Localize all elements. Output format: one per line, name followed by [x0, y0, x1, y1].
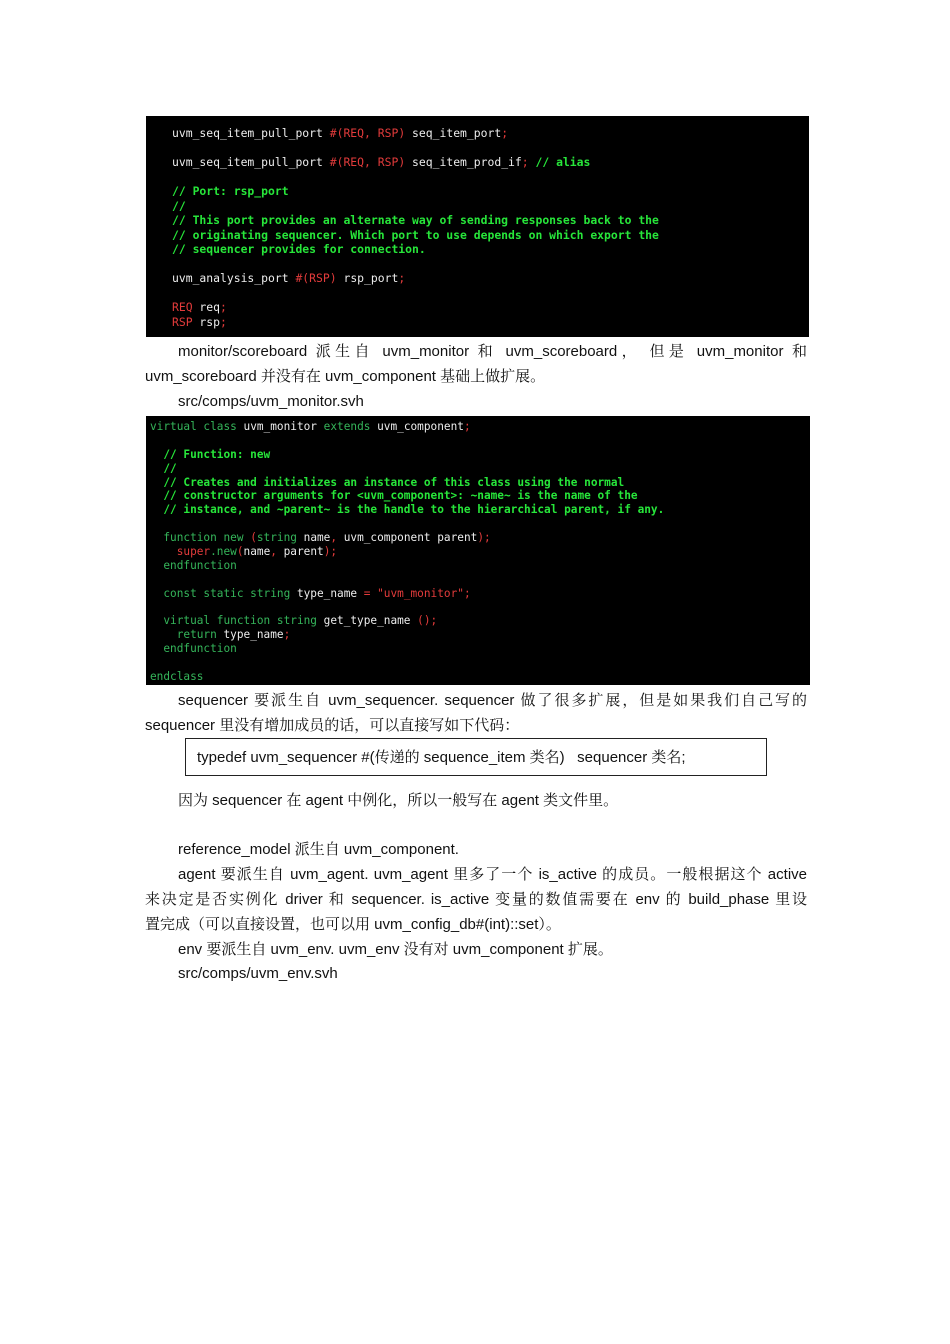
code-blank-line [172, 257, 809, 272]
code-token: // [172, 198, 186, 213]
code-token: endfunction [150, 558, 237, 572]
code-token: , [270, 545, 284, 559]
code-line [172, 300, 809, 315]
code-line [150, 614, 810, 628]
code-token: ; [398, 271, 406, 285]
code-token: uvm_seq_item_pull_port [172, 126, 330, 140]
code-token: seq_item_port [405, 126, 502, 140]
code-token: ) [398, 126, 406, 140]
code-token: rsp [192, 314, 221, 329]
code-blank-line [172, 286, 809, 301]
paragraph-env: env 要派生自 uvm_env. uvm_env 没有对 uvm_component 扩展。 [178, 941, 613, 958]
code-line [150, 587, 810, 601]
code-token: name [243, 545, 271, 559]
code-token: #( [329, 126, 344, 140]
code-token: ; [521, 155, 536, 169]
code-token: ; [501, 126, 509, 140]
code-token: // [150, 461, 177, 475]
code-token: ; [283, 628, 291, 642]
code-token: virtual function string [150, 614, 324, 628]
code-token: ; [463, 420, 471, 433]
code-token: ; [220, 314, 227, 329]
code-token: const static string [150, 586, 297, 600]
code-token: RSP [377, 155, 399, 169]
code-token: endclass [150, 670, 204, 684]
code-line [172, 315, 809, 330]
code-token: return [150, 628, 224, 642]
code-token: // instance, and ~parent~ is the handle to the hierarchical parent, if any. [150, 503, 665, 517]
code-token: type_name [223, 628, 284, 642]
code-line [172, 184, 809, 199]
code-token: uvm_monitor [243, 420, 324, 433]
code-token: // constructor arguments for <uvm_component>: ~name~ is the name of the [150, 489, 638, 503]
code-token: #( [295, 271, 310, 285]
code-token: ( [250, 531, 257, 545]
code-line [150, 670, 810, 684]
paragraph-text: agent 要派生自 uvm_agent. uvm_agent 里多了一个 is_active 的成员。一般根据这个 active [178, 866, 807, 883]
code-token: uvm_analysis_port [172, 271, 296, 285]
code-token: ( [236, 545, 244, 559]
code-line [172, 126, 809, 141]
code-token: // Creates and initializes an instance of this class using the normal [150, 475, 625, 489]
code-token: , [364, 126, 378, 140]
code-token: ; [463, 586, 471, 600]
code-line [172, 213, 809, 228]
paragraph-monitor-scoreboard-line-1 [145, 340, 807, 365]
code-token: rsp_port [336, 271, 399, 285]
paragraph-sequencer-line-2: sequencer 里没有增加成员的话，可以直接写如下代码： [145, 717, 520, 734]
code-token: RSP [172, 314, 193, 329]
code-token: "uvm_monitor" [377, 586, 464, 600]
code-line [172, 155, 809, 170]
code-token: ) [329, 271, 337, 285]
code-token: = [363, 586, 378, 600]
code-block-uvm-monitor [146, 416, 810, 685]
code-token: ; [220, 300, 227, 314]
code-token: name [303, 531, 331, 545]
code-token: uvm_component [377, 420, 464, 433]
code-blank-line [150, 434, 810, 448]
code-box-typedef: typedef uvm_sequencer #(传递的 sequence_item 类名) sequencer 类名; [185, 738, 767, 776]
code-line [150, 462, 810, 476]
code-token: function new [150, 531, 251, 545]
code-line [150, 628, 810, 642]
code-token: REQ [172, 300, 193, 314]
code-token: RSP [309, 271, 330, 285]
paragraph-sequencer-agent: 因为 sequencer 在 agent 中例化，所以一般写在 agent 类文件里。 [178, 792, 619, 809]
code-token: string [256, 531, 304, 545]
code-blank-line [150, 517, 810, 531]
code-token: endfunction [150, 642, 237, 656]
paragraph-sequencer-line-1 [145, 689, 807, 714]
code-token: get_type_name [323, 614, 418, 628]
code-blank-line [150, 573, 810, 587]
paragraph-monitor-scoreboard-line-2: uvm_scoreboard 并没有在 uvm_component 基础上做扩展。 [145, 368, 546, 385]
code-token: virtual class [150, 420, 244, 433]
code-token: extends [323, 420, 378, 433]
code-token: req [192, 300, 221, 314]
paragraph-reference-model: reference_model 派生自 uvm_component. [178, 841, 459, 858]
code-token: // originating sequencer. Which port to use depends on which export the [172, 227, 659, 242]
code-token: ); [323, 545, 338, 559]
code-line [172, 242, 809, 257]
code-token: uvm_component parent [343, 531, 478, 545]
code-line [150, 420, 810, 434]
paragraph-text: monitor/scoreboard 派生自 uvm_monitor 和 uvm_scoreboard， 但是 uvm_monitor 和 [178, 343, 807, 360]
paragraph-agent-line-3: 置完成（可以直接设置，也可以用 uvm_config_db#(int)::set）。 [145, 916, 561, 933]
code-line [150, 489, 810, 503]
code-line [150, 476, 810, 490]
code-token: parent [283, 545, 324, 559]
code-blank-line [150, 656, 810, 670]
paragraph-text: sequencer 要派生自 uvm_sequencer. sequencer 做了很多扩展，但是如果我们自己写的 [178, 692, 807, 709]
code-token: uvm_seq_item_pull_port [172, 155, 330, 169]
code-token: REQ [343, 126, 365, 140]
code-token: seq_item_prod_if [405, 155, 522, 169]
code-blank-line [150, 601, 810, 615]
code-line [150, 545, 810, 559]
code-blank-line [172, 141, 809, 156]
code-token: .new [210, 545, 237, 559]
code-token: , [330, 531, 344, 545]
code-line [150, 448, 810, 462]
code-token: RSP [377, 126, 399, 140]
code-token: // Port: rsp_port [172, 184, 289, 198]
code-token: // Function: new [150, 447, 271, 461]
code-token: #( [329, 155, 344, 169]
code-token: (); [417, 614, 438, 628]
code-token: // This port provides an alternate way of sending responses back to the [172, 213, 659, 227]
source-path-uvm-monitor: src/comps/uvm_monitor.svh [178, 393, 364, 410]
code-token: // sequencer provides for connection. [172, 242, 426, 256]
code-line [150, 559, 810, 573]
code-line [150, 642, 810, 656]
code-token: ); [477, 531, 491, 545]
code-token: ) [398, 155, 406, 169]
code-token: , [364, 155, 378, 169]
code-line [172, 271, 809, 286]
source-path-uvm-env: src/comps/uvm_env.svh [178, 965, 338, 982]
code-blank-line [172, 170, 809, 185]
paragraph-agent-line-1 [145, 863, 807, 888]
code-line [150, 531, 810, 545]
code-token: // alias [535, 155, 591, 169]
code-block-seq-item-port [146, 116, 809, 337]
paragraph-agent-line-2: 来决定是否实例化 driver 和 sequencer. is_active 变量的数值需要在 env 的 build_phase 里设 [145, 891, 807, 908]
code-line [172, 228, 809, 243]
code-line [150, 503, 810, 517]
code-token: type_name [296, 586, 364, 600]
code-token: REQ [343, 155, 365, 169]
code-token: super [150, 545, 211, 559]
code-line [172, 199, 809, 214]
